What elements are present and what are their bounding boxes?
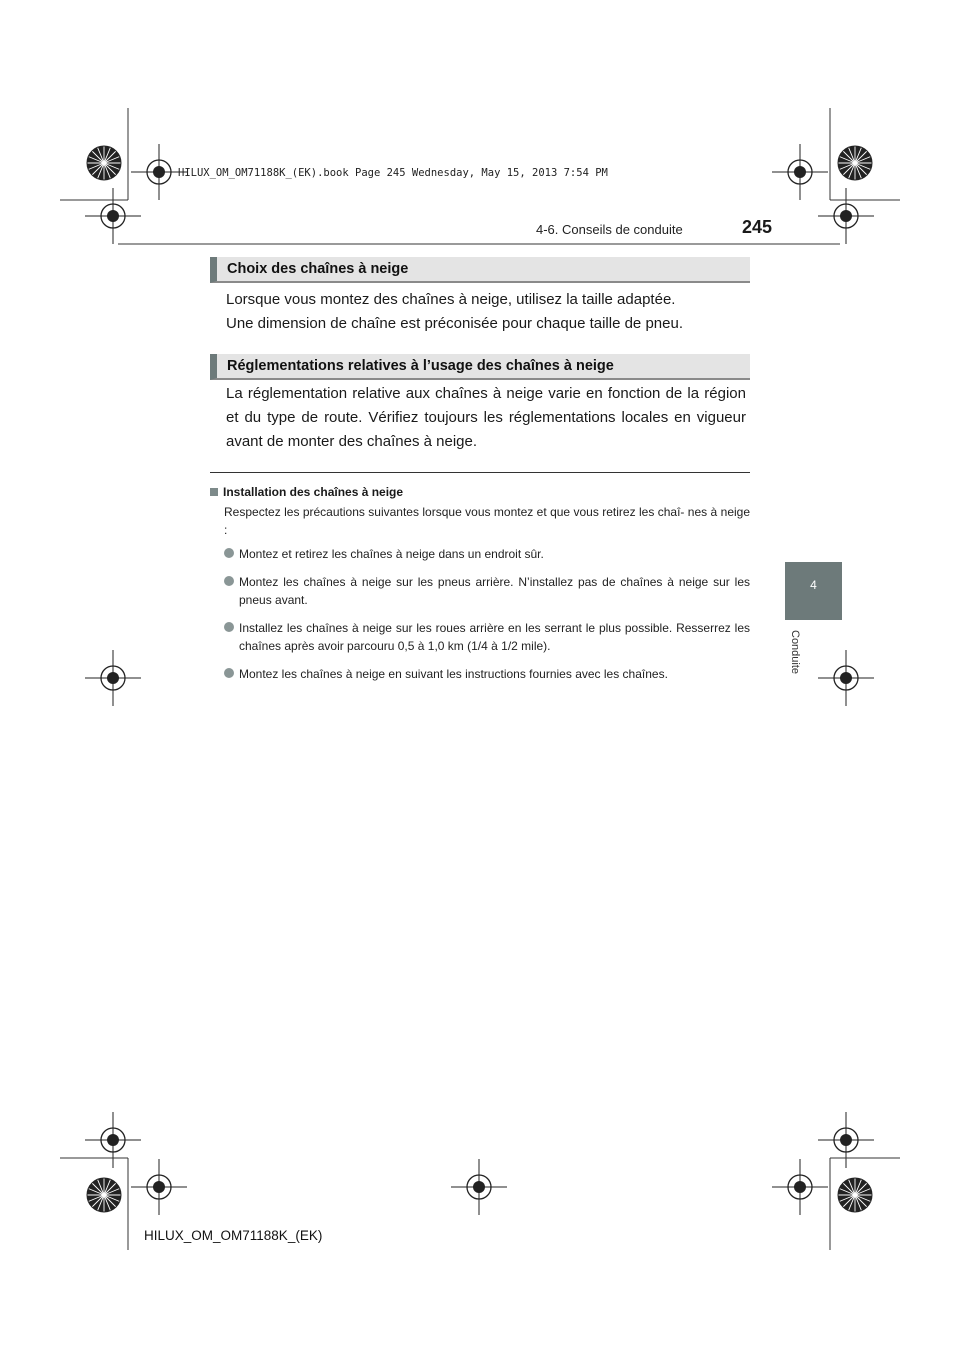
note-intro: Respectez les précautions suivantes lorsque vous montez et que vous retirez les chaî- nes à neige :: [224, 505, 750, 537]
footer-model-code: HILUX_OM_OM71188K_(EK): [144, 1228, 323, 1243]
print-job-mark: HILUX_OM_OM71188K_(EK).book Page 245 Wednesday, May 15, 2013 7:54 PM: [178, 167, 608, 179]
section-body-snow-chain-choice: [226, 288, 746, 336]
sunburst-mark-top-right: [838, 146, 872, 180]
bullet-dot-icon: [224, 622, 234, 632]
header-rule: [118, 243, 840, 245]
chapter-label: Conduite: [789, 630, 801, 675]
paragraph: Une dimension de chaîne est préconisée pour chaque taille de pneu.: [226, 315, 683, 332]
sunburst-mark-bottom-left: [87, 1178, 121, 1212]
note-title-text: Installation des chaînes à neige: [223, 485, 404, 499]
page-number: 245: [742, 217, 773, 237]
chapter-tab: [785, 562, 842, 620]
section-heading-snow-chain-choice: Choix des chaînes à neige: [210, 257, 750, 283]
paragraph: La réglementation relative aux chaînes à neige varie en fonction de la région et du type de route. Vérifiez toujours les réglementations locales en vigueur avant de monter des chaînes à neige.: [226, 385, 746, 450]
bullet-dot-icon: [224, 668, 234, 678]
bullet-dot-icon: [224, 576, 234, 586]
sunburst-mark-top-left: [87, 146, 121, 180]
running-header-section: 4-6. Conseils de conduite: [536, 222, 683, 237]
section-body-snow-chain-regulations: [226, 382, 746, 454]
section-heading-snow-chain-regulations: Réglementations relatives à l’usage des chaînes à neige: [210, 354, 750, 380]
list-item: Montez les chaînes à neige en suivant les instructions fournies avec les chaînes.: [224, 665, 750, 683]
chapter-number: 4: [810, 578, 817, 592]
notes-divider: [210, 472, 750, 473]
bullet-dot-icon: [224, 548, 234, 558]
list-item: Installez les chaînes à neige sur les roues arrière en les serrant le plus possible. Resserrez les chaînes après avoir parcouru 0,5 à 1,0 km (1/4 à 1/2 mile).: [224, 619, 750, 655]
list-item: Montez les chaînes à neige sur les pneus arrière. N’installez pas de chaînes à neige sur les pneus avant.: [224, 573, 750, 609]
sunburst-mark-bottom-right: [838, 1178, 872, 1212]
square-bullet-icon: [210, 488, 218, 496]
note-title: [210, 485, 403, 499]
paragraph: Lorsque vous montez des chaînes à neige, utilisez la taille adaptée.: [226, 291, 676, 308]
list-item: Montez et retirez les chaînes à neige dans un endroit sûr.: [224, 545, 750, 563]
note-bullet-list: [224, 545, 750, 693]
